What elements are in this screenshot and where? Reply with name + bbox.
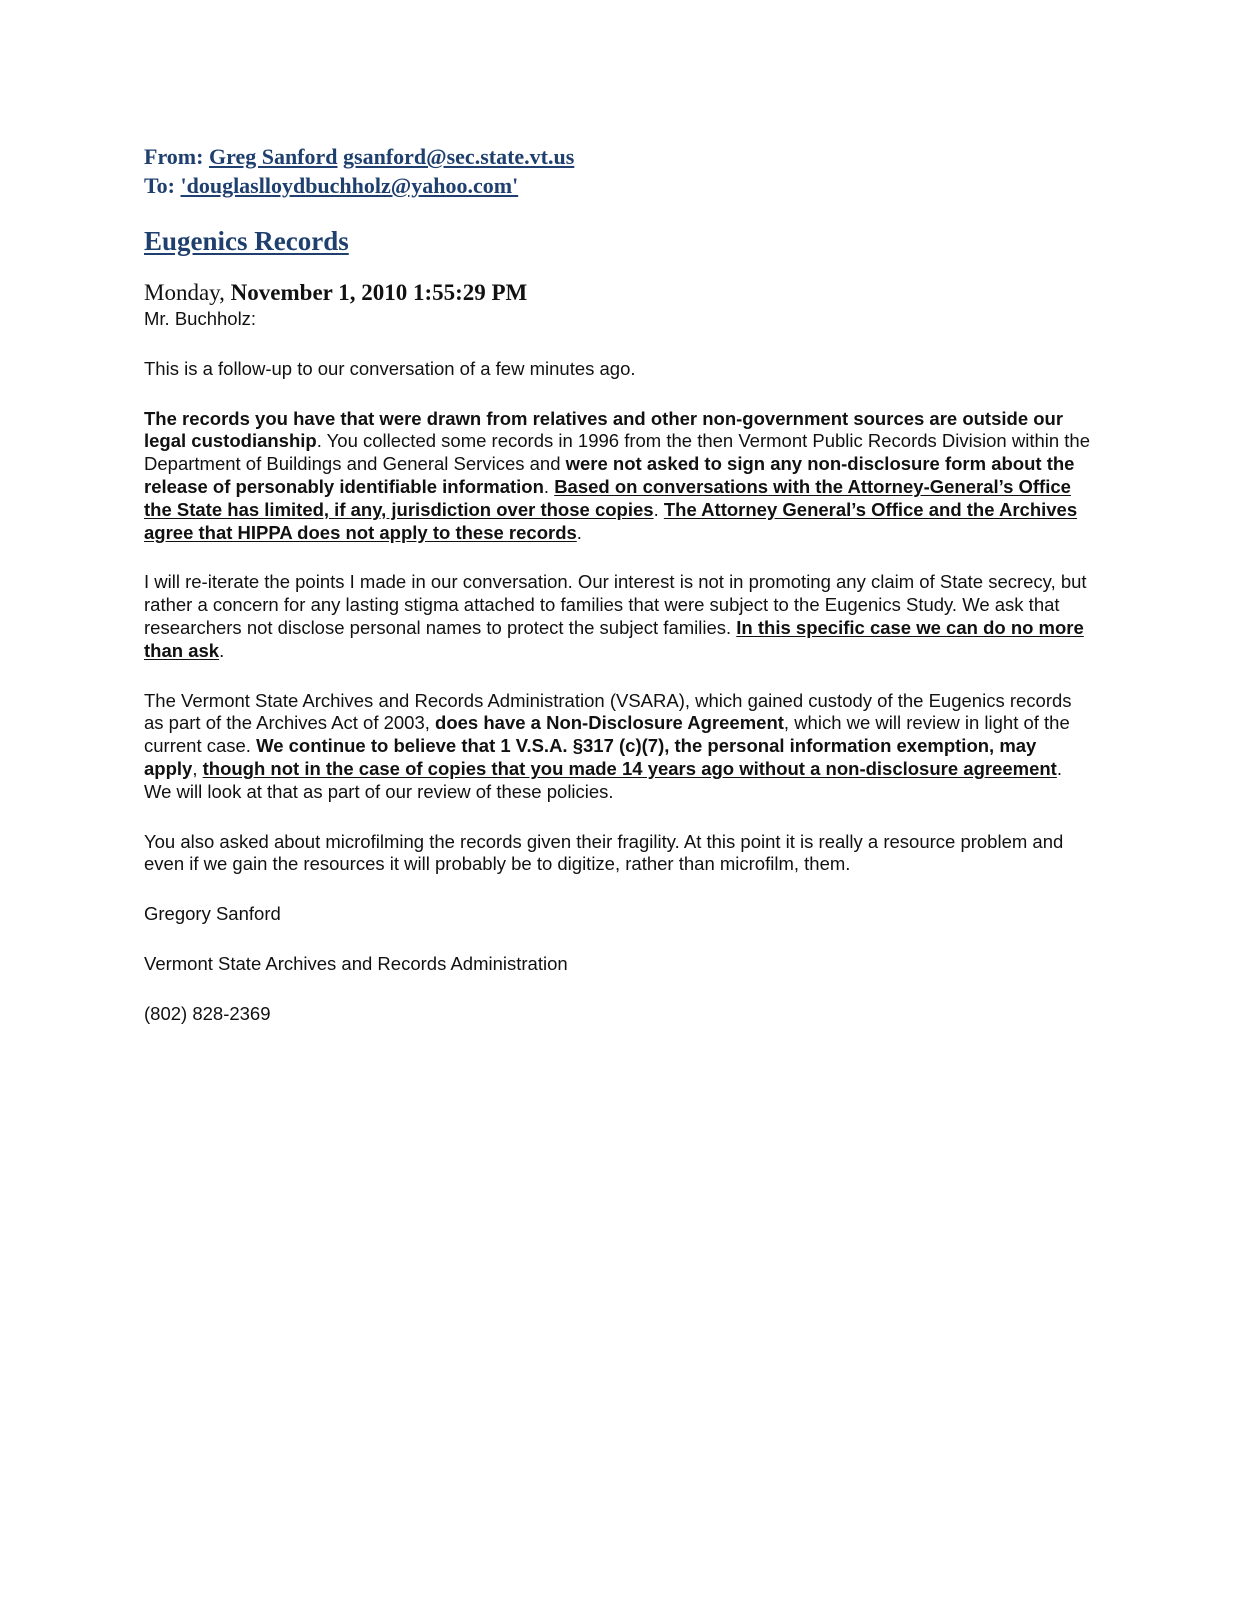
p2-text-3: . [653,498,664,520]
p2-text-2: . [543,475,555,497]
to-label: To: [144,173,175,198]
date-day: Monday, [144,280,225,305]
recipient-email-link[interactable]: 'douglaslloydbuchholz@yahoo.com' [180,173,519,198]
sender-name-link[interactable]: Greg Sanford [208,144,338,169]
p2-bold-underline-1: Based on conversations with the Attorney-General’s Office the State has limited, if any, jurisdiction over those copies [144,475,1071,520]
p2-bold-2: were not asked to sign any non-disclosure form about the release of personably identifiable information [144,453,1075,497]
p3-bold-underline-1: In this specific case we can do no more than ask [144,616,1084,661]
paragraph-vsara [144,690,1094,804]
paragraph-stigma [144,571,1094,662]
p4-bold-underline-1: though not in the case of copies that you made 14 years ago without a non-disclosure agreement [202,757,1057,779]
p4-text-4: . We will look at that as part of our review of these policies. [144,757,1062,802]
date-datetime: November 1, 2010 1:55:29 PM [230,280,528,305]
p3-text-2: . [219,639,225,661]
paragraph-microfilm: You also asked about microfilming the records given their fragility. At this point it is really a resource problem and even if we gain the resources it will probably be to digitize, rather than microfilm, them. [144,830,1064,875]
p2-bold-underline-2: The Attorney General’s Office and the Archives agree that HIPPA does not apply to these records [144,498,1078,543]
signature-organization: Vermont State Archives and Records Administration [144,952,568,974]
letter-body [144,308,1094,1026]
subject-link[interactable]: Eugenics Records [144,226,349,256]
p4-text-3: , [192,757,203,779]
paragraph-intro: This is a follow-up to our conversation of a few minutes ago. [144,357,636,379]
to-line [144,171,1094,200]
paragraph-custodianship [144,408,1094,545]
email-subject [144,224,1094,258]
signature-phone: (802) 828-2369 [144,1002,271,1024]
from-label: From: [144,144,204,169]
signature-name: Gregory Sanford [144,903,281,925]
p2-text-4: . [576,521,582,543]
p2-text-1: . You collected some records in 1996 from the then Vermont Public Records Division within the Department of Buildings and General Services and [144,430,1090,475]
p2-bold-1: The records you have that were drawn from relatives and other non-government sources are outside our legal custodianship [144,407,1064,452]
sender-email-link[interactable]: gsanford@sec.state.vt.us [343,144,575,169]
p4-bold-2: We continue to believe that 1 V.S.A. §317 (c)(7), the personal information exemption, may apply [144,735,1037,779]
from-line [144,142,1094,171]
salutation: Mr. Buchholz: [144,308,257,329]
p4-bold-1: does have a Non-Disclosure Agreement [435,712,784,734]
email-date [144,278,1094,308]
p4-text-2: , which we will review in light of the current case. [144,712,1070,757]
p4-text-1: The Vermont State Archives and Records Administration (VSARA), which gained custody of the Eugenics records as part of the Archives Act of 2003, [144,689,1072,734]
p3-text-1: I will re-iterate the points I made in our conversation. Our interest is not in promoting any claim of State secrecy, but rather a concern for any lasting stigma attached to families that were subject to the Eugenics Study. We ask that researchers not disclose personal names to protect the subject families. [144,571,1087,638]
email-printout [144,142,1094,1026]
